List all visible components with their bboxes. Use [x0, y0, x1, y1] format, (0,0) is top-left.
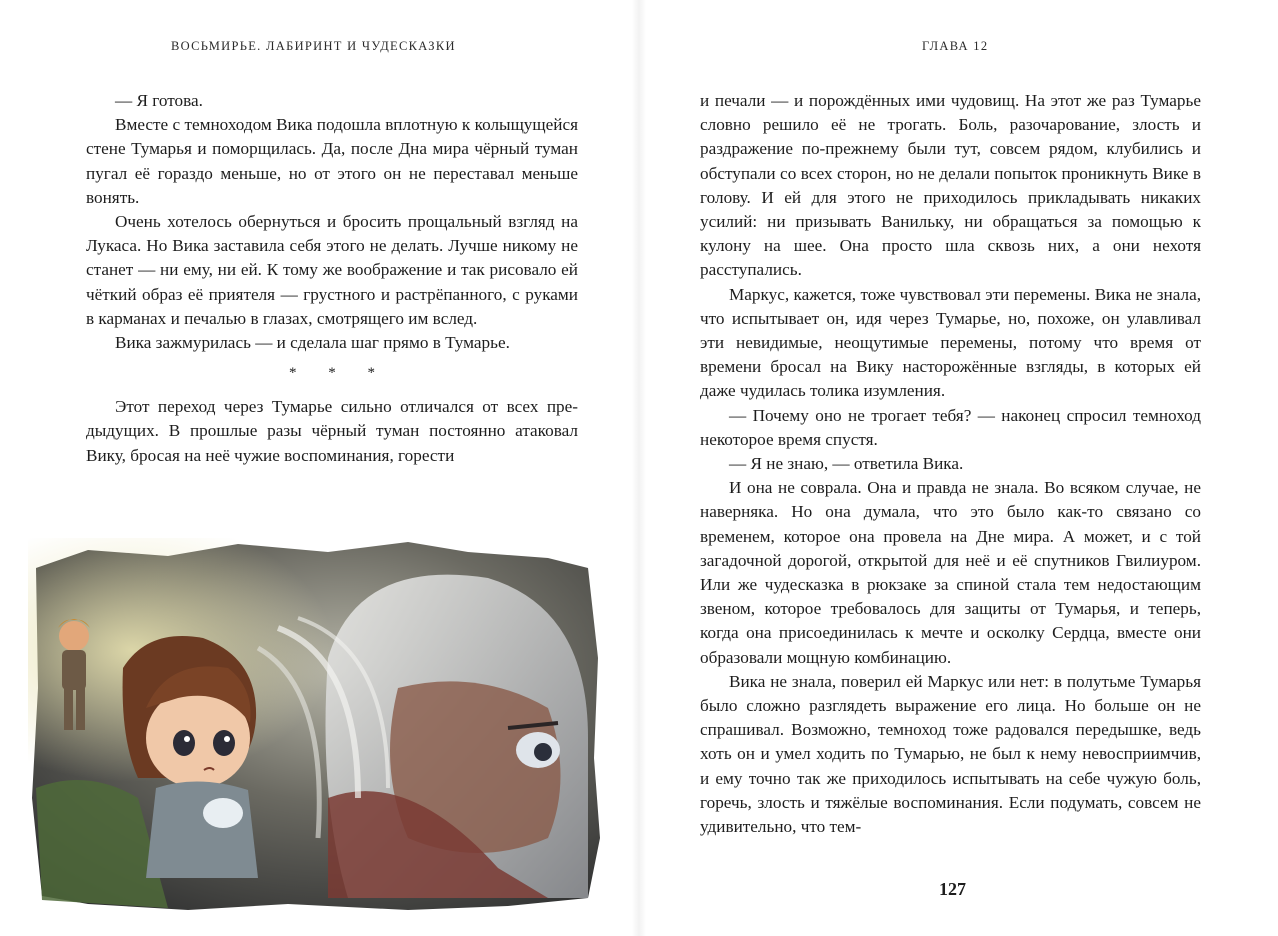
running-head-left: ВОСЬМИРЬЕ. ЛАБИРИНТ И ЧУДЕСКАЗКИ: [171, 39, 456, 53]
left-body-text: [86, 89, 578, 468]
paragraph: — Почему оно не трогает тебя? — наконец спросил темноход некоторое время спустя.: [700, 405, 1201, 449]
running-head-right: ГЛАВА 12: [922, 39, 989, 53]
paragraph: — Я не знаю, — ответила Вика.: [729, 454, 964, 474]
paragraph: и печали — и порождённых ими чудовищ. На этот же раз Тумарье словно решило её не трогать. Боль, разочарование, злость и раздражение по-прежнему были тут, совсем рядом, клубились и обступали со всех сторон, но не делали попыток проникнуть Вике в голову. И ей для этого не приходилось прикладывать никаких усилий: ни призывать Ванильку, ни обращаться за помощью к кулону на шее. Она просто шла сквозь них, а они нехотя расступались.: [700, 91, 1201, 280]
paragraph: Этот переход через Тумарье сильно отличался от всех предыдущих. В прошлые разы чёрный туман постоянно атаковал Вику, бросая на неё чужие воспоминания, горести: [86, 397, 578, 465]
right-body-text: [700, 89, 1201, 839]
paragraph: Маркус, кажется, тоже чувствовал эти перемены. Вика не знала, что испытывает он, идя через Тумарье, но, похоже, он улавливал эти невидимые, неощутимые перемены, потому что время от времени бросал на Вику насторожённые взгляды, в которых ей даже чудилась толика изумления.: [700, 284, 1201, 401]
paragraph: Вместе с темноходом Вика подошла вплотную к колыщущейся стене Тумарья и поморщилась. Да, после Дна мира чёрный туман пугал её гораздо меньше, но от этого он не переставал меньше вонять.: [86, 115, 578, 207]
paragraph: И она не соврала. Она и правда не знала. Во всяком случае, не наверняка. Но она думала, что это было как-то связано со временем, которое она провела на Дне мира. А может, и с той загадочной дорогой, открытой для неё и её спутников Гвилиуром. Или же чудесказка в рюкзаке за спиной стала тем недостающим звеном, которое требовалось для защиты от Тумарья, и теперь, когда она присоединилась к мечте и осколку Сердца, вместе они образовали мощную комбинацию.: [700, 478, 1201, 667]
paragraph: Очень хотелось обернуться и бросить прощальный взгляд на Лукаса. Но Вика заставила себя этого не делать. Лучше никому не станет — ни ему, ни ей. К тому же воображение и так рисовало ей чёткий образ её приятеля — грустного и растрёпанного, с руками в карманах и печалью в глазах, смотрящего им вслед.: [86, 212, 578, 328]
page-number: 127: [939, 879, 966, 899]
right-page: [639, 0, 1278, 936]
section-break: * * *: [289, 365, 389, 382]
paragraph: Вика не знала, поверил ей Маркус или нет: в полутьме Тумарья было сложно разглядеть выражение его лица. Но больше он не спрашивал. Возможно, темноход тоже радовался передышке, ведь хоть он и умел ходить по Тумарью, не был к нему невосприимчив, и ему точно так же приходилось испытывать на себе чужую боль, горечь, злость и тяжёлые воспоминания. Если подумать, совсем не удивительно, что тем-: [700, 671, 1201, 837]
chapter-illustration: [28, 538, 606, 913]
paragraph: Вика зажмурилась — и сделала шаг прямо в Тумарье.: [115, 333, 510, 353]
illustration-icon: [28, 538, 606, 913]
paragraph: — Я готова.: [115, 91, 203, 110]
